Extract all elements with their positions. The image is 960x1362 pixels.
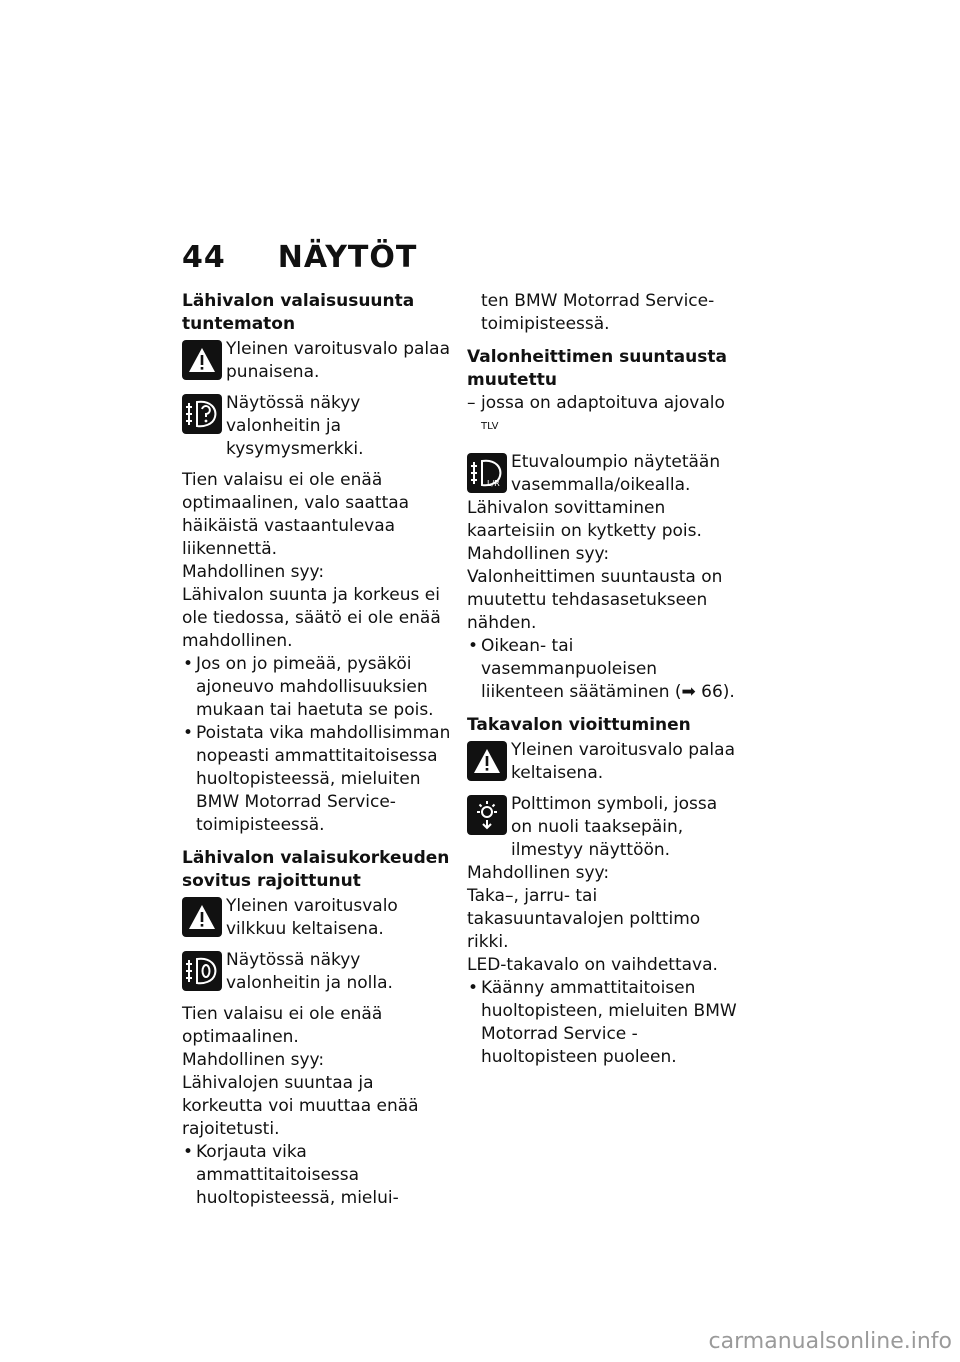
- indicator-row: [182, 949, 454, 995]
- paragraph: Lähivalon suunta ja korkeus ei ole tiedossa, säätö ei ole enää mahdollinen.: [182, 585, 441, 651]
- page-title: NÄYTÖT: [277, 240, 418, 275]
- paragraph: Tien valaisu ei ole enää optimaalinen.: [182, 1004, 383, 1047]
- indicator-text: Yleinen varoitusvalo palaa keltaisena.: [511, 739, 735, 783]
- warning-triangle-icon: [182, 897, 222, 937]
- warning-triangle-icon: [182, 340, 222, 380]
- indicator-text: Näytössä näkyy valonheitin ja kysymysmerkki.: [226, 393, 364, 459]
- svg-text:L/R: L/R: [487, 478, 500, 488]
- headlight-zero-icon: [182, 951, 222, 991]
- watermark: carmanualsonline.info: [708, 1329, 952, 1354]
- list-item: • Jos on jo pimeää, pysäköi ajoneuvo mahdollisuuksien mukaan tai haetuta se pois.: [182, 653, 454, 722]
- dash-list: [467, 392, 742, 443]
- list-item-text: Oikean- tai vasemmanpuoleisen liikenteen säätäminen: [481, 635, 670, 702]
- section-heading: Valonheittimen suuntausta muutettu: [467, 347, 727, 390]
- paragraph: Tien valaisu ei ole enää optimaalinen, valo saattaa häikäistä vastaantulevaa liikennettä.: [182, 470, 410, 559]
- list-item: • Käänny ammattitaitoisen huoltopisteen, mieluiten BMW Motorrad Service -huoltopisteen puoleen.: [467, 977, 742, 1069]
- paragraph: Valonheittimen suuntausta on muutettu tehdasasetukseen nähden.: [467, 566, 723, 633]
- headlight-question-icon: [182, 394, 222, 434]
- indicator-text: Polttimon symboli, jossa on nuoli taaksepäin, ilmestyy näyttöön.: [511, 793, 718, 860]
- dash-item-text: jossa on adaptoituva ajovalo: [481, 393, 725, 413]
- indicator-row: [182, 338, 454, 384]
- page-reference: (➡ 66).: [674, 681, 735, 702]
- right-column: [467, 290, 742, 1069]
- indicator-text: Yleinen varoitusvalo vilkkuu keltaisena.: [226, 896, 398, 939]
- paragraph: Mahdollinen syy:: [182, 1050, 325, 1070]
- bullet-list: [467, 635, 742, 704]
- warning-triangle-icon: [467, 741, 507, 781]
- list-item: [467, 392, 742, 443]
- option-code: TLV: [481, 421, 499, 432]
- indicator-row: [467, 793, 742, 862]
- bullet-list: [182, 1141, 454, 1210]
- page-header: [182, 240, 417, 275]
- bullet-list: [182, 653, 454, 837]
- indicator-row: [182, 392, 454, 461]
- paragraph: Mahdollinen syy:: [467, 543, 610, 564]
- paragraph: Mahdollinen syy:: [182, 562, 325, 582]
- list-item: [467, 635, 742, 704]
- indicator-row: [467, 739, 742, 785]
- indicator-text: Näytössä näkyy valonheitin ja nolla.: [226, 950, 393, 993]
- list-item: • Poistata vika mahdollisimman nopeasti ammattitaitoisessa huoltopisteessä, mieluiten BMW Motorrad Service-toimipisteessä.: [182, 722, 454, 837]
- indicator-row: [182, 895, 454, 941]
- headlight-lr-icon: [467, 453, 507, 493]
- bulb-arrow-icon: [467, 795, 507, 835]
- indicator-row: [467, 451, 742, 497]
- indicator-text: Yleinen varoitusvalo palaa punaisena.: [226, 339, 450, 382]
- paragraph: Lähivalojen suuntaa ja korkeutta voi muuttaa enää rajoitetusti.: [182, 1073, 419, 1139]
- section-heading: Lähivalon valaisukorkeuden sovitus rajoittunut: [182, 848, 450, 891]
- list-item-continuation: ten BMW Motorrad Service-toimipisteessä.: [481, 291, 715, 334]
- list-item: • Korjauta vika ammattitaitoisessa huoltopisteessä, mielui-: [182, 1141, 454, 1210]
- paragraph: LED-takavalo on vaihdettava.: [467, 954, 718, 975]
- page-number: 44: [182, 240, 226, 275]
- paragraph: Mahdollinen syy:: [467, 862, 610, 883]
- paragraph: Taka–, jarru- tai takasuuntavalojen polttimo rikki.: [467, 885, 701, 952]
- section-heading: Lähivalon valaisusuunta tuntematon: [182, 291, 415, 334]
- bullet-list: [467, 977, 742, 1069]
- paragraph: Lähivalon sovittaminen kaarteisiin on kytketty pois.: [467, 497, 702, 541]
- left-column: [182, 290, 454, 1210]
- indicator-text: Etuvaloumpio näytetään vasemmalla/oikealla.: [511, 451, 721, 495]
- section-heading: Takavalon vioittuminen: [467, 714, 691, 735]
